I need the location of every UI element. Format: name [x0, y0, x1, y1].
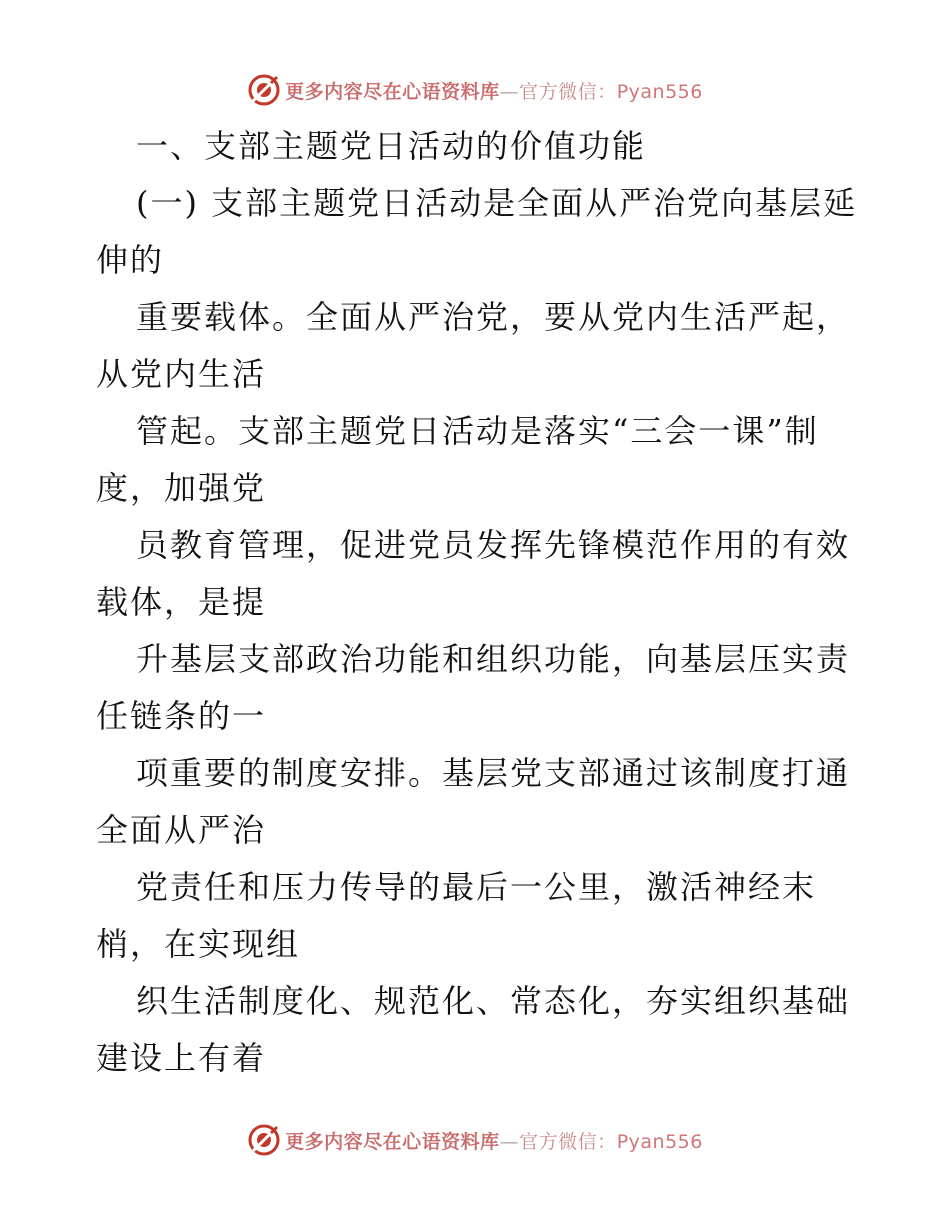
banner-main-text: 更多内容尽在心语资料库	[285, 1130, 500, 1153]
subsection-heading: (一) 支部主题党日活动是全面从严治党向基层延	[136, 184, 858, 222]
banner-side-text: 官方微信：	[519, 1130, 617, 1153]
header-watermark-banner	[0, 70, 950, 110]
text-line: 从党内生活	[96, 355, 267, 393]
document-body	[96, 118, 856, 1087]
text-line: 升基层支部政治功能和组织功能，向基层压实责	[136, 640, 851, 678]
banner-wechat-id: Pyan556	[616, 80, 703, 103]
banner-side-text: 官方微信：	[519, 80, 617, 103]
text-line: 任链条的一	[96, 697, 267, 735]
logo-icon	[247, 73, 281, 107]
logo-icon	[247, 1123, 281, 1157]
banner-dash: —	[499, 80, 520, 103]
text-line: 织生活制度化、规范化、常态化，夯实组织基础	[136, 982, 851, 1020]
banner-dash: —	[499, 1130, 520, 1153]
text-line: 重要载体。全面从严治党，要从党内生活严起，	[136, 298, 851, 336]
text-line: 载体，是提	[96, 583, 267, 621]
banner-text	[285, 77, 703, 104]
banner-wechat-id: Pyan556	[616, 1130, 703, 1153]
text-line: 全面从严治	[96, 811, 267, 849]
text-line: 员教育管理，促进党员发挥先锋模范作用的有效	[136, 526, 851, 564]
footer-watermark-banner	[0, 1120, 950, 1160]
text-line: 度，加强党	[96, 469, 267, 507]
text-line: 党责任和压力传导的最后一公里，激活神经末	[136, 868, 817, 906]
text-line: 项重要的制度安排。基层党支部通过该制度打通	[136, 754, 851, 792]
text-line: 管起。支部主题党日活动是落实“三会一课”制	[136, 412, 819, 450]
section-heading: 一、支部主题党日活动的价值功能	[136, 127, 647, 165]
banner-main-text: 更多内容尽在心语资料库	[285, 80, 500, 103]
text-line: 建设上有着	[96, 1039, 267, 1077]
text-line: 梢，在实现组	[96, 925, 301, 963]
banner-text	[285, 1127, 703, 1154]
text-line: 伸的	[96, 241, 165, 279]
